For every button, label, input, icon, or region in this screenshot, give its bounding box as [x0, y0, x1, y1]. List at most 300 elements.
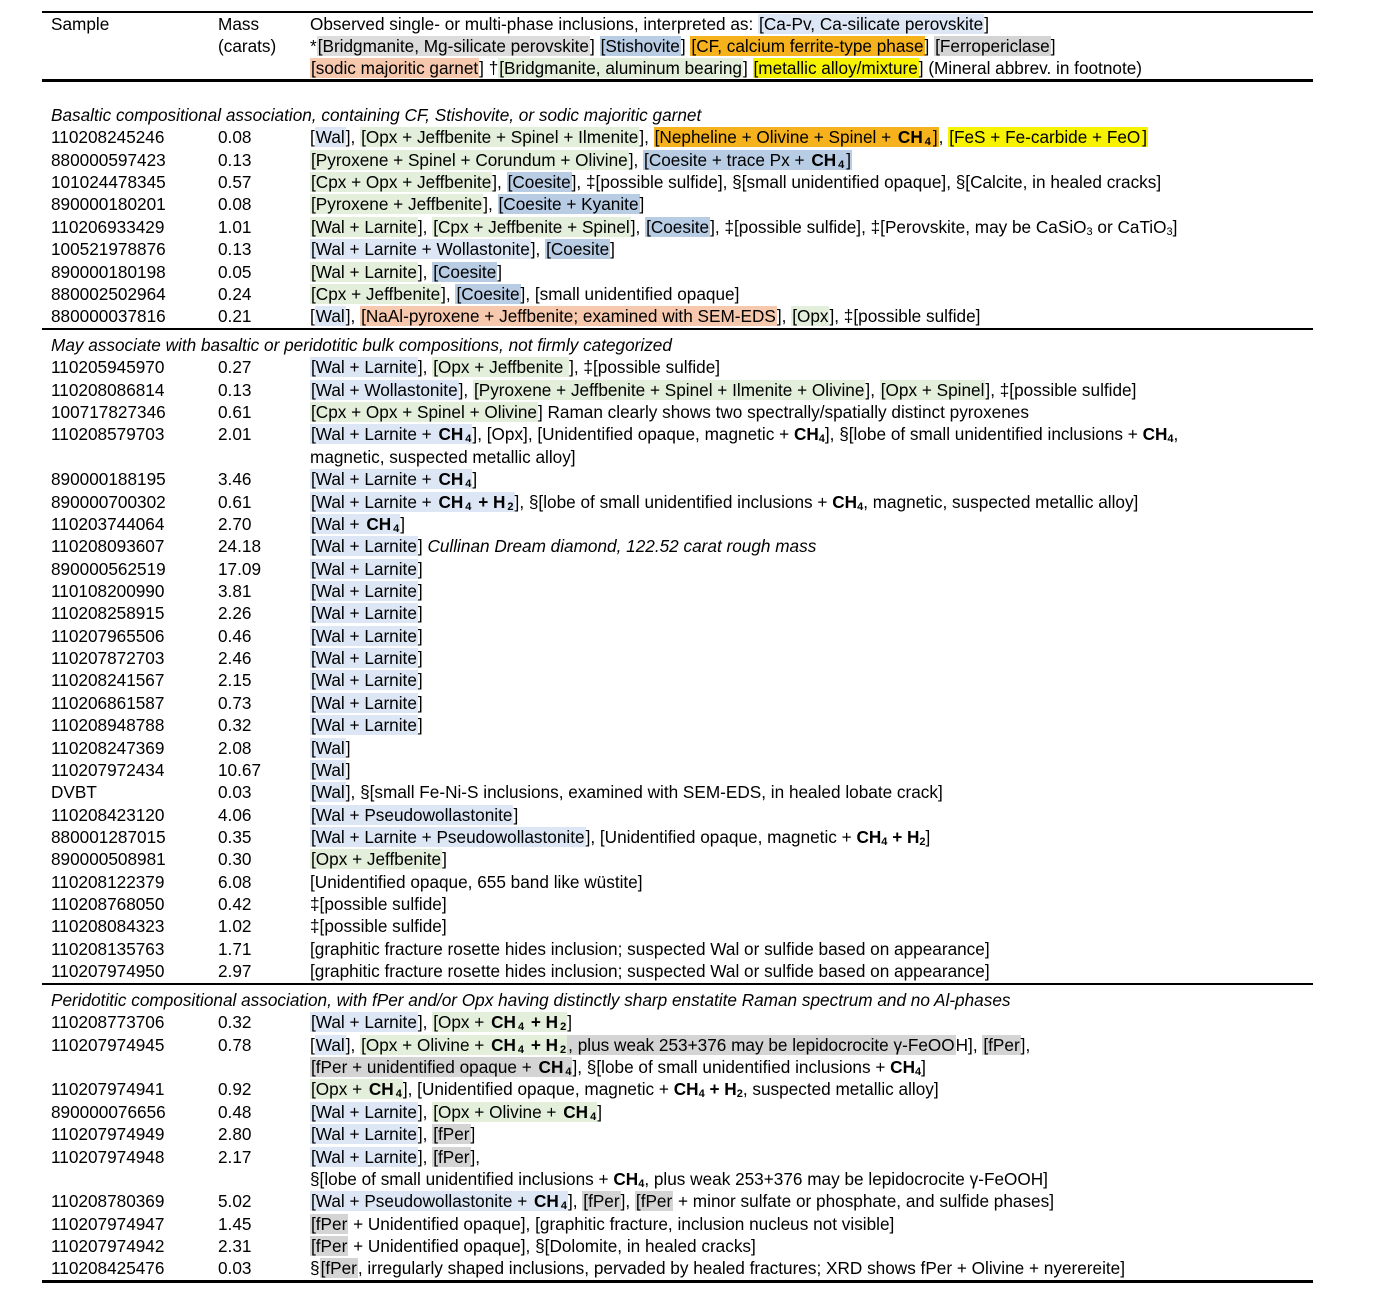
- text-run: magnetic, suspected metallic alloy]: [310, 446, 576, 467]
- inclusion-description: [310, 1123, 475, 1145]
- text-run: ], ‡[possible sulfide]: [985, 379, 1137, 400]
- mass-value: 0.27: [218, 357, 252, 378]
- highlighted-phase: 4: [590, 1110, 597, 1123]
- text-run: ],: [417, 1124, 433, 1145]
- text-run: Cullinan Dream diamond, 122.52 carat rough mass: [427, 536, 817, 557]
- highlighted-phase: [Wal + Larnite: [311, 692, 417, 713]
- highlighted-phase: [Wal + Larnite +: [311, 424, 437, 445]
- text-run: ]: [610, 239, 615, 260]
- text-run: 4: [818, 433, 825, 446]
- inclusion-description: [310, 1190, 1054, 1212]
- inclusion-description: [310, 423, 1178, 445]
- inclusion-description: [310, 491, 1138, 513]
- text-run: ]: [497, 261, 503, 282]
- bold-formula: [562, 1102, 589, 1122]
- mass-value: 0.21: [218, 306, 252, 327]
- highlighted-phase: [Wal + Larnite: [311, 1146, 417, 1167]
- highlighted-phase: [Wal + Larnite: [311, 558, 417, 579]
- mass-value: 0.32: [218, 1012, 252, 1033]
- text-run: [: [310, 127, 315, 148]
- mass-value: 10.67: [218, 759, 262, 780]
- text-run: ]: [417, 625, 423, 646]
- text-run: ‡[possible sulfide]: [310, 894, 447, 914]
- mass-value: 2.15: [218, 670, 252, 691]
- text-run: ],: [530, 239, 546, 260]
- inclusion-description: [310, 1235, 756, 1257]
- bold-formula: [890, 1057, 915, 1077]
- text-run: ]: [472, 469, 478, 490]
- inclusion-description: [310, 1011, 572, 1033]
- highlighted-phase: [Opx + Jeffbenite: [311, 849, 442, 870]
- text-run: ], §[lobe of small unidentified inclusions +: [824, 424, 1143, 445]
- highlighted-phase: [CF, calcium ferrite-type phase: [691, 36, 924, 56]
- mass-value: 4.06: [218, 804, 252, 825]
- text-run: ],: [345, 1034, 361, 1055]
- highlighted-phase: CH: [538, 1057, 564, 1078]
- mass-value: 0.35: [218, 826, 252, 847]
- inclusion-description: [310, 669, 423, 691]
- highlighted-phase: [Wal +: [311, 513, 365, 534]
- highlighted-phase: [Wal + Larnite: [311, 1101, 417, 1122]
- sample-id: 110207974950: [51, 961, 165, 982]
- bold-formula: [437, 469, 464, 489]
- text-run: ,: [938, 127, 949, 148]
- highlighted-phase: [Wal + Larnite: [311, 357, 417, 378]
- highlighted-phase: [Wal + Wollastonite: [311, 379, 458, 400]
- bold-formula: [832, 492, 857, 512]
- text-run: ],: [417, 1101, 433, 1122]
- text-run: + Unidentified opaque], [graphitic fracture, inclusion nucleus not visible]: [348, 1213, 895, 1234]
- text-run: + H: [887, 826, 920, 847]
- mass-value: 2.80: [218, 1124, 252, 1145]
- inclusion-description: [310, 692, 423, 714]
- sample-id: 110208258915: [51, 603, 165, 624]
- mass-value: 0.48: [218, 1101, 252, 1122]
- highlighted-phase: [Opx + Jeffbenite + Spinel + Ilmenite: [361, 127, 639, 148]
- inclusion-description: [310, 848, 447, 870]
- text-run: 4: [915, 1066, 922, 1079]
- inclusion-description: [310, 625, 423, 647]
- text-run: ], §[small Fe-Ni-S inclusions, examined with SEM-EDS, in healed lobate crack]: [345, 782, 943, 803]
- text-run: ],: [492, 172, 507, 193]
- inclusion-description: [310, 305, 980, 327]
- text-run: ], §[lobe of small unidentified inclusions +: [572, 1057, 891, 1078]
- highlighted-phase: [Coesite: [456, 283, 520, 304]
- highlighted-phase: 4: [924, 136, 931, 149]
- highlighted-phase: 4: [560, 1200, 567, 1213]
- highlighted-phase: [Opx +: [433, 1012, 490, 1033]
- inclusion-description: [310, 915, 447, 937]
- highlighted-phase: [Wal + Larnite + Pseudowollastonite: [311, 826, 585, 847]
- section-divider-rule: [42, 983, 1313, 985]
- mass-value: 2.97: [218, 961, 252, 982]
- text-run: [Unidentified opaque, 655 band like wüstite]: [310, 871, 643, 892]
- text-run: ]: [417, 536, 428, 557]
- highlighted-phase: [Nepheline + Olivine + Spinel +: [654, 127, 896, 148]
- inclusion-description: [310, 1213, 894, 1235]
- section-title: May associate with basaltic or peridotitic bulk compositions, not firmly categorized: [51, 335, 672, 355]
- header-bottom-rule: [42, 79, 1313, 82]
- text-run: CH: [793, 424, 819, 445]
- sample-id: 110208773706: [51, 1012, 165, 1033]
- sample-id: 880000597423: [51, 149, 166, 170]
- mass-value: 0.03: [218, 1258, 252, 1279]
- mass-value: 24.18: [218, 536, 262, 557]
- sample-id: 880002502964: [51, 283, 166, 304]
- text-run: CH: [673, 1079, 699, 1100]
- sample-id: 110207974945: [51, 1034, 165, 1055]
- highlighted-phase: CH: [491, 1012, 516, 1033]
- highlighted-phase: [Wal + Larnite: [311, 581, 417, 601]
- text-run: CH: [856, 826, 882, 847]
- bold-formula: [365, 514, 392, 534]
- text-run: ]: [680, 36, 691, 56]
- text-run: ]: [345, 759, 351, 780]
- mass-value: 2.01: [218, 424, 252, 445]
- text-run: ],: [639, 127, 654, 148]
- highlighted-phase: [Bridgmanite, aluminum bearing: [499, 58, 742, 78]
- highlighted-phase: [fPer: [433, 1146, 470, 1167]
- highlighted-phase: 4: [465, 478, 472, 491]
- bold-formula: [559, 1012, 567, 1032]
- text-run: CH: [832, 491, 858, 512]
- text-run: ]: [597, 1101, 602, 1122]
- bold-formula: [506, 492, 514, 512]
- bold-formula: [517, 1012, 525, 1032]
- highlighted-phase: 2: [560, 1043, 567, 1056]
- highlighted-phase: ]: [932, 127, 938, 148]
- inclusion-description: [310, 468, 477, 490]
- text-run: ],: [441, 283, 456, 304]
- text-run: ], ‡[possible sulfide], §[small unidentified opaque], §[Calcite, in healed cracks]: [571, 172, 1162, 193]
- sample-id: 890000076656: [51, 1101, 166, 1122]
- highlighted-phase: [Opx: [792, 306, 829, 327]
- sample-id: 110208084323: [51, 916, 165, 937]
- bold-formula: [559, 1035, 567, 1055]
- inclusion-description: [310, 938, 990, 960]
- highlighted-phase: [fPer: [320, 1258, 357, 1279]
- mass-value: 0.32: [218, 715, 252, 736]
- mass-value: 2.70: [218, 513, 252, 534]
- text-run: ] (Mineral abbrev. in footnote): [918, 58, 1143, 78]
- legend-line-3: [310, 57, 1142, 79]
- highlighted-phase: + H: [526, 1012, 559, 1033]
- highlighted-phase: 2: [507, 500, 514, 513]
- table-bottom-rule: [42, 1280, 1313, 1283]
- highlighted-phase: [Opx +: [311, 1079, 367, 1100]
- text-run: ],: [628, 149, 644, 170]
- sample-id: 880001287015: [51, 826, 166, 847]
- sample-id: 110205945970: [51, 357, 165, 378]
- sample-id: 110208425476: [51, 1258, 165, 1279]
- column-header-sample: Sample: [51, 14, 110, 34]
- sample-id: 110208122379: [51, 871, 165, 892]
- mass-value: 0.03: [218, 782, 252, 803]
- bold-formula: [1143, 424, 1168, 444]
- sample-id: 110207974948: [51, 1146, 165, 1167]
- bold-formula: [437, 492, 464, 512]
- inclusion-description: [310, 580, 423, 602]
- text-run: ]: [470, 1124, 476, 1145]
- text-run: + minor sulfate or phosphate, and sulfide phases]: [673, 1191, 1054, 1212]
- highlighted-phase: 4: [565, 1066, 572, 1079]
- text-run: ]: [925, 826, 931, 847]
- text-run: ]: [742, 58, 753, 78]
- highlighted-phase: [metallic alloy/mixture: [753, 58, 918, 78]
- sample-id: 101024478345: [51, 172, 166, 193]
- text-run: ], [small unidentified opaque]: [520, 283, 740, 304]
- text-run: , plus weak 253+376 may be lepidocrocite γ-FeOOH]: [644, 1168, 1048, 1189]
- column-header-mass-unit: (carats): [218, 36, 277, 56]
- highlighted-phase: [Wal + Pseudowollastonite: [311, 804, 513, 825]
- text-run: ],: [417, 216, 433, 237]
- highlighted-phase: [sodic majoritic garnet: [311, 58, 479, 78]
- mass-value: 2.46: [218, 648, 252, 668]
- sample-id: 110206933429: [51, 216, 165, 237]
- text-run: , magnetic, suspected metallic alloy]: [863, 491, 1139, 512]
- text-run: [graphitic fracture rosette hides inclusion; suspected Wal or sulfide based on appearance]: [310, 938, 990, 959]
- highlighted-phase: [FeS + Fe-carbide + FeO: [949, 127, 1141, 148]
- inclusion-description: [310, 647, 423, 669]
- bold-formula: [533, 1191, 560, 1211]
- inclusion-description: [310, 1034, 1030, 1056]
- inclusion-description: [310, 1168, 1048, 1190]
- text-run: ],: [865, 379, 880, 400]
- highlighted-phase: [Pyroxene + Jeffbenite + Spinel + Ilmenite + Olivine: [473, 379, 865, 400]
- sample-id: 110207872703: [51, 648, 165, 668]
- text-run: ]: [590, 36, 600, 56]
- bold-formula: [472, 492, 506, 512]
- mass-value: 0.46: [218, 625, 252, 646]
- text-run: 4: [857, 500, 864, 513]
- text-run: ‡[possible sulfide]: [310, 916, 447, 937]
- sample-id: DVBT: [51, 782, 97, 803]
- text-run: ], ‡[possible sulfide]: [569, 357, 721, 378]
- sample-id: 890000180201: [51, 194, 166, 215]
- sample-id: 110207972434: [51, 759, 165, 780]
- mass-value: 17.09: [218, 558, 262, 579]
- inclusion-description: [310, 238, 615, 260]
- mass-value: 2.08: [218, 737, 252, 758]
- mass-value: 5.02: [218, 1191, 252, 1212]
- highlighted-phase: [Coesite: [646, 216, 710, 237]
- highlighted-phase: Wal: [315, 306, 345, 327]
- highlighted-phase: CH: [368, 1079, 394, 1100]
- highlighted-phase: [Wal + Larnite: [311, 536, 417, 557]
- highlighted-phase: 4: [395, 1088, 402, 1101]
- text-run: [graphitic fracture rosette hides inclusion; suspected Wal or sulfide based on appearance]: [310, 961, 990, 982]
- text-run: ]: [442, 849, 447, 870]
- highlighted-phase: CH: [438, 424, 464, 445]
- highlighted-phase: [fPer: [583, 1191, 620, 1212]
- highlighted-phase: Wal: [315, 1034, 345, 1055]
- text-run: ] Raman clearly shows two spectrally/spatially distinct pyroxenes: [537, 402, 1029, 423]
- sample-id: 890000188195: [51, 469, 166, 490]
- highlighted-phase: [Cpx + Jeffbenite + Spinel: [433, 216, 630, 237]
- bold-formula: [538, 1057, 565, 1077]
- inclusion-description: [310, 1101, 602, 1123]
- highlighted-phase: Wal: [315, 127, 345, 148]
- highlighted-phase: [Cpx + Opx + Spinel + Olivine: [311, 402, 537, 423]
- inclusion-description: [310, 283, 739, 305]
- inclusion-description: [310, 171, 1161, 193]
- text-run: [: [310, 306, 315, 327]
- highlighted-phase: [Coesite + trace Px +: [644, 149, 810, 170]
- highlighted-phase: [Ferropericlase: [935, 36, 1050, 56]
- mass-value: 1.45: [218, 1213, 252, 1234]
- text-run: ]: [639, 194, 645, 215]
- sample-id: 110208093607: [51, 536, 165, 557]
- mass-value: 0.13: [218, 149, 252, 170]
- highlighted-phase: [Opx + Spinel: [880, 379, 985, 400]
- highlighted-phase: 4: [517, 1021, 525, 1034]
- text-run: ], [Unidentified opaque, magnetic +: [402, 1079, 674, 1100]
- bold-formula: [517, 1035, 525, 1055]
- text-run: *: [310, 36, 317, 56]
- text-run: ],: [567, 1191, 583, 1212]
- mass-value: 2.17: [218, 1146, 252, 1167]
- inclusion-description: [310, 737, 351, 759]
- text-run: ],: [417, 1012, 433, 1033]
- highlighted-phase: [Wal + Larnite +: [311, 491, 437, 512]
- highlighted-phase: [Opx + Olivine +: [361, 1034, 490, 1055]
- highlighted-phase: [fPer: [433, 1124, 470, 1145]
- sample-id: 890000700302: [51, 491, 166, 512]
- highlighted-phase: [Wal + Larnite + Wollastonite: [311, 239, 530, 260]
- mass-value: 0.08: [218, 127, 252, 148]
- mass-value: 0.30: [218, 849, 252, 870]
- text-run: ],: [345, 306, 361, 327]
- inclusion-description: [310, 804, 518, 826]
- inclusion-description: [310, 126, 1148, 148]
- text-run: [: [310, 1034, 315, 1055]
- highlighted-phase: [Wal + Larnite: [311, 1124, 417, 1145]
- highlighted-phase: [Wal + Larnite: [311, 603, 417, 624]
- text-run: ],: [620, 1191, 635, 1212]
- inclusion-description: [310, 446, 576, 468]
- mass-value: 0.61: [218, 402, 252, 423]
- text-run: ]: [417, 558, 423, 579]
- text-run: ],: [458, 379, 473, 400]
- highlighted-phase: CH: [897, 127, 923, 148]
- text-run: + H: [704, 1079, 737, 1100]
- text-run: ]: [1050, 36, 1056, 56]
- sample-id: 110207974942: [51, 1236, 165, 1256]
- highlighted-phase: [Pyroxene + Spinel + Corundum + Olivine: [311, 149, 628, 170]
- highlighted-phase: [fPer + unidentified opaque +: [311, 1057, 537, 1078]
- text-run: 3: [1166, 225, 1173, 238]
- highlighted-phase: [Wal + Pseudowollastonite +: [311, 1191, 533, 1212]
- highlighted-phase: CH: [366, 513, 392, 534]
- sample-id: 110208086814: [51, 379, 165, 400]
- highlighted-phase: [Opx + Olivine +: [433, 1101, 562, 1122]
- text-run: ],: [417, 1146, 433, 1167]
- bold-formula: [810, 150, 837, 170]
- highlighted-phase: [Wal + Larnite: [311, 670, 417, 691]
- sample-id: 110208245246: [51, 127, 165, 148]
- highlighted-phase: [Wal + Larnite: [311, 216, 417, 237]
- inclusion-description: [310, 602, 423, 624]
- mass-value: 0.92: [218, 1079, 252, 1100]
- sample-id: 110208423120: [51, 804, 165, 825]
- highlighted-phase: ]: [846, 149, 852, 170]
- mass-value: 3.46: [218, 469, 252, 490]
- text-run: H],: [955, 1034, 983, 1055]
- text-run: ]: [417, 603, 423, 624]
- text-run: ], [Opx], [Unidentified opaque, magnetic +: [472, 424, 794, 445]
- mass-value: 0.78: [218, 1034, 252, 1055]
- text-run: ]: [984, 14, 989, 34]
- text-run: or CaTiO: [1092, 216, 1167, 237]
- bold-formula: [525, 1035, 559, 1055]
- sample-id: 110208247369: [51, 737, 165, 758]
- sample-id: 890000508981: [51, 849, 166, 870]
- text-run: 4: [1167, 433, 1174, 446]
- text-run: ]: [417, 670, 423, 691]
- text-run: §: [310, 1258, 320, 1279]
- text-run: ],: [630, 216, 646, 237]
- bold-formula: [589, 1102, 597, 1122]
- text-run: 4: [881, 835, 888, 848]
- bold-formula: [490, 1035, 517, 1055]
- bold-formula: [705, 1079, 737, 1099]
- text-run: ]: [417, 692, 423, 713]
- text-run: ]: [417, 581, 423, 601]
- highlighted-phase: 4: [838, 158, 845, 171]
- text-run: ],: [470, 1146, 481, 1167]
- highlighted-phase: [Cpx + Jeffbenite: [311, 283, 441, 304]
- highlighted-phase: , plus weak 253+376 may be lepidocrocite γ-FeOO: [568, 1034, 955, 1055]
- text-run: ]: [400, 513, 406, 534]
- sample-id: 890000562519: [51, 558, 166, 579]
- highlighted-phase: CH: [811, 149, 837, 170]
- text-run: ]: [417, 648, 423, 668]
- highlighted-phase: [Opx + Jeffbenite: [433, 357, 569, 378]
- text-run: ],: [417, 357, 433, 378]
- highlighted-phase: [Wal: [311, 737, 345, 758]
- mass-value: 0.05: [218, 261, 252, 282]
- inclusion-description: [310, 401, 1029, 423]
- inclusion-description: [310, 149, 852, 171]
- sample-id: 110203744064: [51, 513, 165, 534]
- text-run: CH: [890, 1057, 915, 1078]
- section-title: Basaltic compositional association, containing CF, Stishovite, or sodic majoritic garnet: [51, 105, 702, 125]
- inclusion-description: [310, 379, 1136, 401]
- inclusion-description: [310, 826, 930, 848]
- sample-id: 890000180198: [51, 261, 166, 282]
- highlighted-phase: [Coesite: [507, 172, 571, 193]
- column-header-mass: Mass: [218, 14, 260, 34]
- mass-value: 0.13: [218, 239, 252, 260]
- text-run: ], [Unidentified opaque, magnetic +: [585, 826, 857, 847]
- section-divider-rule: [42, 328, 1313, 330]
- highlighted-phase: 4: [465, 500, 472, 513]
- inclusion-description: [310, 513, 405, 535]
- text-run: ,: [1173, 424, 1179, 445]
- sample-id: 110208780369: [51, 1191, 165, 1212]
- bold-formula: [897, 127, 924, 147]
- text-run: ],: [345, 127, 361, 148]
- section-title: Peridotitic compositional association, with fPer and/or Opx having distinctly sharp enstatite Raman spectrum and no Al-phases: [51, 990, 1011, 1010]
- bold-formula: [613, 1169, 638, 1189]
- bold-formula: [924, 127, 932, 147]
- mass-value: 2.26: [218, 603, 252, 624]
- sample-id: 110206861587: [51, 692, 165, 713]
- highlighted-phase: + H: [526, 1034, 559, 1055]
- bold-formula: [437, 424, 464, 444]
- highlighted-phase: [Stishovite: [600, 36, 680, 56]
- sample-id: 110208948788: [51, 715, 165, 736]
